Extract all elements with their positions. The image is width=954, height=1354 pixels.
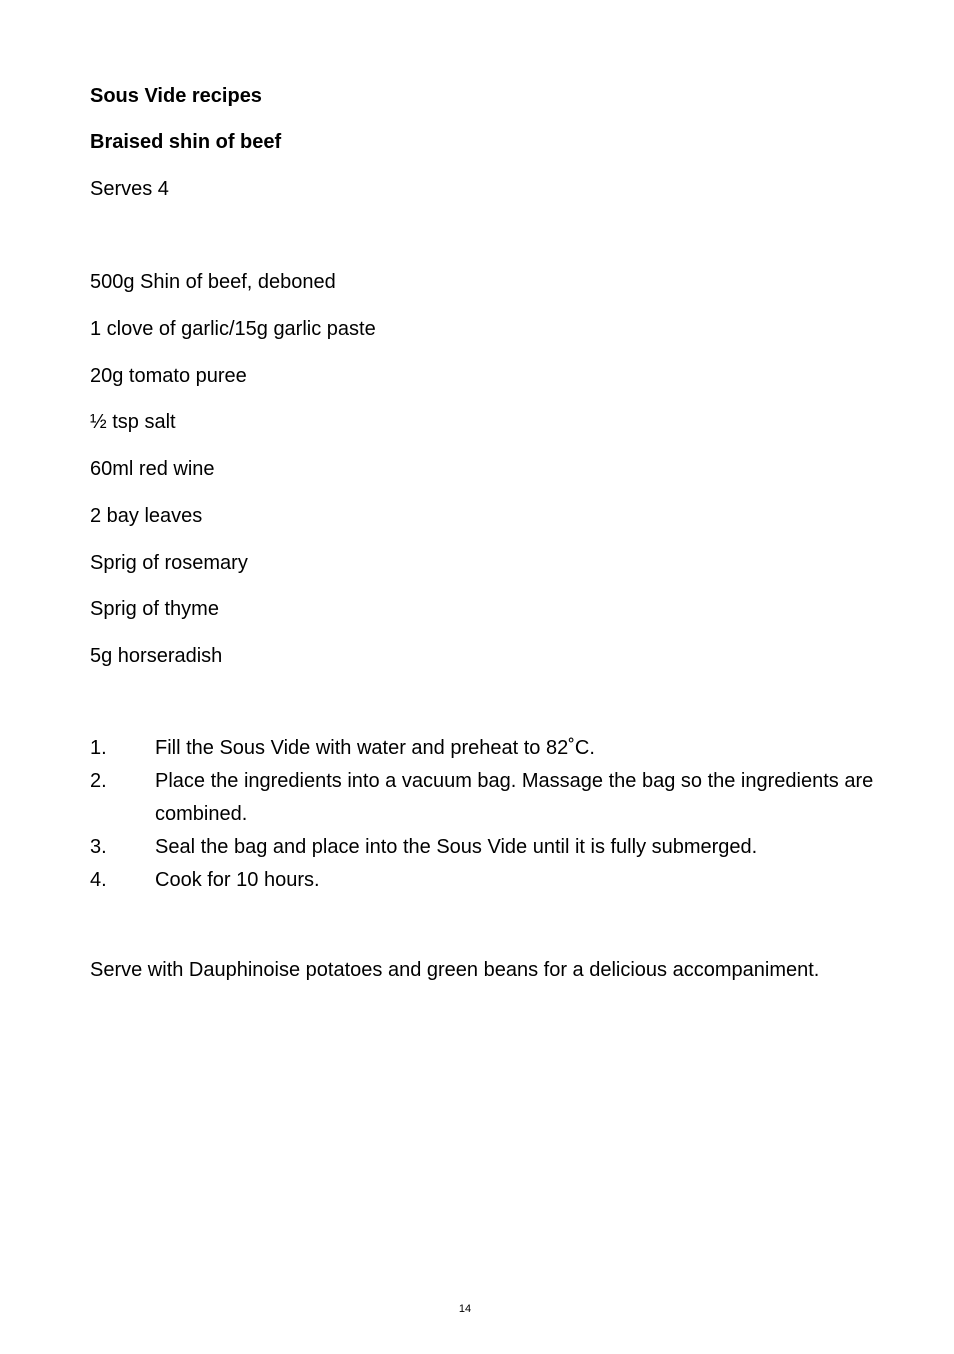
page-number: 14 <box>458 1303 472 1315</box>
ingredient-item: 20g tomato puree <box>90 365 247 387</box>
step-number: 4. <box>90 869 107 891</box>
serving-note: Serve with Dauphinoise potatoes and green beans for a delicious accompaniment. <box>90 959 820 981</box>
method-step <box>90 765 880 831</box>
ingredient-item: ½ tsp salt <box>90 411 176 433</box>
ingredient-item: Sprig of thyme <box>90 598 219 620</box>
method-step <box>90 864 880 897</box>
serves-text: Serves 4 <box>90 178 169 200</box>
step-number: 1. <box>90 737 107 759</box>
ingredient-item: 500g Shin of beef, deboned <box>90 271 336 293</box>
method-step <box>90 831 880 864</box>
step-text: Cook for 10 hours. <box>155 869 320 891</box>
recipe-title: Braised shin of beef <box>90 131 282 153</box>
ingredient-item: 60ml red wine <box>90 458 215 480</box>
step-text: Seal the bag and place into the Sous Vide until it is fully submerged. <box>155 836 758 858</box>
ingredient-item: 5g horseradish <box>90 645 223 667</box>
step-text: Fill the Sous Vide with water and preheat to 82˚C. <box>155 737 595 759</box>
ingredient-item: 1 clove of garlic/15g garlic paste <box>90 318 376 340</box>
ingredient-item: 2 bay leaves <box>90 505 203 527</box>
step-text: Place the ingredients into a vacuum bag. Massage the bag so the ingredients are combined. <box>155 770 874 825</box>
method-step <box>90 732 880 765</box>
step-number: 2. <box>90 770 107 792</box>
step-number: 3. <box>90 836 107 858</box>
ingredient-item: Sprig of rosemary <box>90 552 248 574</box>
section-title: Sous Vide recipes <box>90 85 262 107</box>
